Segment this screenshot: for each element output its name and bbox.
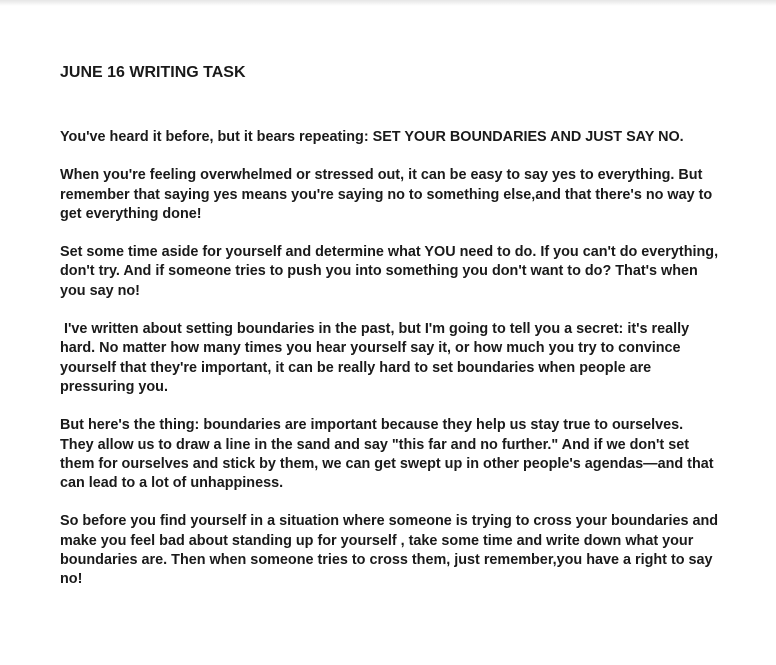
document-body [60, 128, 723, 590]
document-page [60, 62, 723, 609]
paragraph: But here's the thing: boundaries are important because they help us stay true to ourselves. They allow us to draw a line in the sand and say "this far and no further." And if we don't set them for ourselves and stick by them, we can get swept up in other people's agendas—and that can lead to a lot of unhappiness. [60, 417, 718, 492]
top-edge-shadow [0, 0, 776, 6]
paragraph: When you're feeling overwhelmed or stressed out, it can be easy to say yes to everything. But remember that saying yes means you're saying no to something else,and that there's no way to get everything done! [60, 167, 717, 222]
document-title: JUNE 16 WRITING TASK [60, 64, 246, 81]
paragraph: I've written about setting boundaries in the past, but I'm going to tell you a secret: it's really hard. No matter how many times you hear yourself say it, or how much you try to convince yourself that they're important, it can be really hard to set boundaries when people are pressuring you. [60, 321, 694, 395]
paragraph: Set some time aside for yourself and determine what YOU need to do. If you can't do everything, don't try. And if someone tries to push you into something you don't want to do? That's when you say no! [60, 244, 723, 299]
paragraph: You've heard it before, but it bears repeating: SET YOUR BOUNDARIES AND JUST SAY NO. [60, 129, 684, 145]
paragraph: So before you find yourself in a situation where someone is trying to cross your boundaries and make you feel bad about standing up for yourself , take some time and write down what your boundaries are. Then when someone tries to cross them, just remember,you have a right to say no! [60, 513, 723, 588]
